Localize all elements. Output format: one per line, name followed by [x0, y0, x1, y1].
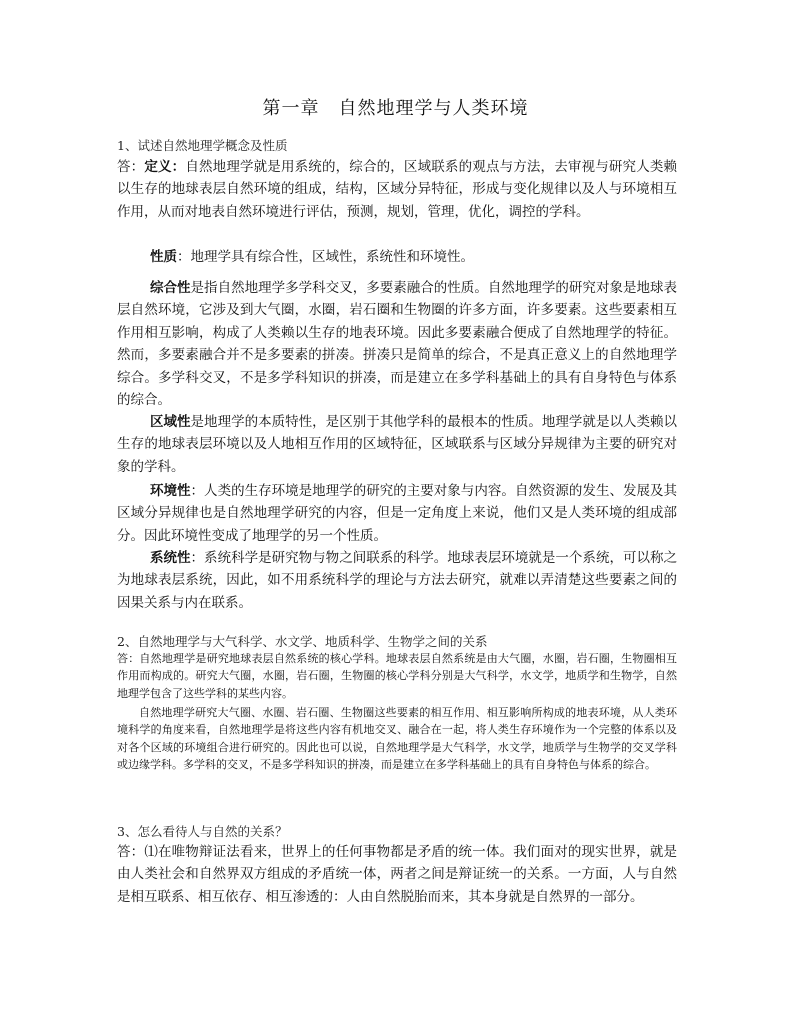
q1-regionality	[117, 411, 677, 478]
q3-answer: 答：⑴在唯物辩证法看来，世界上的任何事物都是矛盾的统一体。我们面对的现实世界，就是由人类社会和自然界双方组成的矛盾统一体，两者之间是辩证统一的关系。一方面，人与自然是相互联系、相互依存、相互渗透的：人由自然脱胎而来，其本身就是自然界的一部分。	[117, 844, 677, 905]
environmentality-label: 环境性	[150, 483, 191, 499]
nature-label: 性质	[150, 249, 177, 265]
question-1: 1、试述自然地理学概念及性质	[117, 138, 288, 153]
q1-nature	[117, 246, 677, 268]
answer-prefix: 答：	[117, 159, 145, 175]
environmentality-text: ：人类的生存环境是地理学的研究的主要对象与内容。自然资源的发生、发展及其区域分异规律也是自然地理学研究的内容，但是一定角度上来说，他们又是人类环境的组成部分。因此环境性变成了地理学的另一个性质。	[117, 483, 678, 544]
q2-answer-paragraph-2: 自然地理学研究大气圈、水圈、岩石圈、生物圈这些要素的相互作用、相互影响所构成的地表环境，从人类环境科学的角度来看，自然地理学是将这些内容有机地交叉、融合在一起，将人类生存环境作为一个完整的体系以及对各个区域的环境组合进行研究的。因此也可以说，自然地理学是大气科学，水文学，地质学与生物学的交叉学科或边缘学科。多学科的交叉，不是多学科知识的拼凑，而是建立在多学科基础上的具有自身特色与体系的综合。	[117, 706, 677, 772]
q1-environmentality	[117, 480, 677, 547]
question-2: 2、自然地理学与大气科学、水文学、地质科学、生物学之间的关系	[117, 634, 488, 649]
q1-definition	[117, 156, 677, 223]
question-3: 3、怎么看待人与自然的关系？	[117, 824, 288, 839]
nature-text: ：地理学具有综合性，区域性，系统性和环境性。	[177, 249, 474, 265]
systematicness-label: 系统性	[150, 550, 191, 566]
regionality-text: 是地理学的本质特性，是区别于其他学科的最根本的性质。地理学就是以人类赖以生存的地球表层环境以及人地相互作用的区域特征，区域联系与区域分异规律为主要的研究对象的学科。	[117, 414, 678, 475]
comprehensiveness-text: 是指自然地理学多学科交叉，多要素融合的性质。自然地理学的研究对象是地球表层自然环境，它涉及到大气圈，水圈，岩石圈和生物圈的许多方面，许多要素。这些要素相互作用相互影响，构成了人类赖以生存的地表环境。因此多要素融合便成了自然地理学的特征。然而，多要素融合并不是多要素的拼凑。拼凑只是简单的综合，不是真正意义上的自然地理学综合。多学科交叉，不是多学科知识的拼凑，而是建立在多学科基础上的具有自身特色与体系的综合。	[117, 280, 678, 409]
comprehensiveness-label: 综合性	[150, 280, 191, 296]
q1-systematicness	[117, 547, 677, 614]
q2-answer-paragraph-1: 答：自然地理学是研究地球表层自然系统的核心学科。地球表层自然系统是由大气圈，水圈，岩石圈，生物圈相互作用而构成的。研究大气圈，水圈，岩石圈，生物圈的核心学科分别是大气科学，水文学，地质学和生物学，自然地理学包含了这些学科的某些内容。	[117, 652, 677, 700]
definition-text: 自然地理学就是用系统的，综合的，区域联系的观点与方法，去审视与研究人类赖以生存的地球表层自然环境的组成，结构，区域分异特征，形成与变化规律以及人与环境相互作用，从而对地表自然环境进行评估，预测，规划，管理，优化，调控的学科。	[117, 159, 678, 220]
chapter-title: 第一章 自然地理学与人类环境	[262, 98, 529, 119]
systematicness-text: ：系统科学是研究物与物之间联系的科学。地球表层环境就是一个系统，可以称之为地球表层系统，因此，如不用系统科学的理论与方法去研究，就难以弄清楚这些要素之间的因果关系与内在联系。	[117, 550, 678, 611]
definition-label: 定义：	[144, 159, 186, 175]
q1-comprehensiveness	[117, 277, 677, 411]
regionality-label: 区域性	[150, 414, 191, 430]
